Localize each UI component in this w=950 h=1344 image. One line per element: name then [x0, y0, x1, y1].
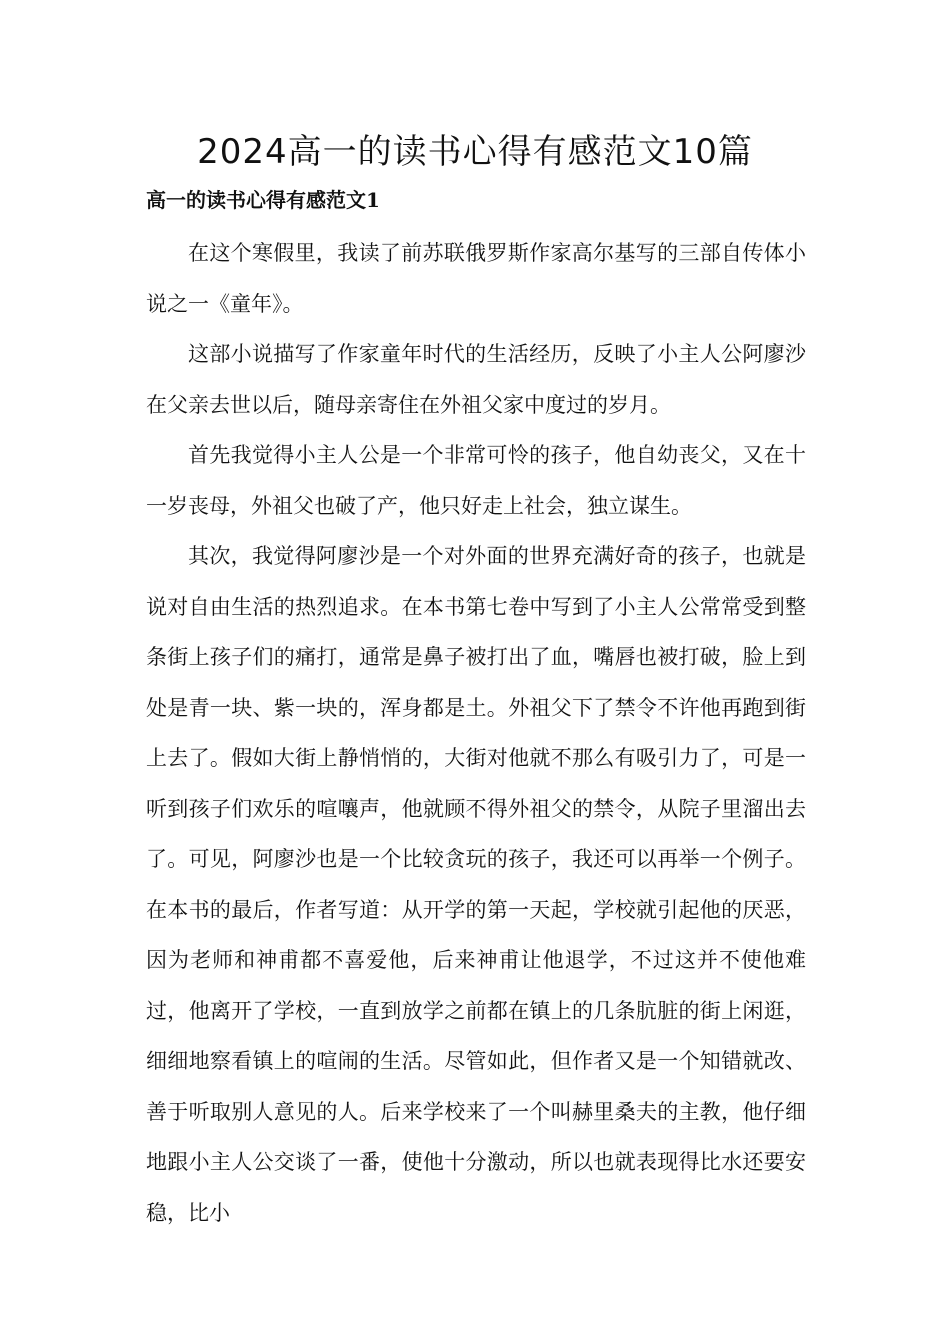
paragraph-2: 这部小说描写了作家童年时代的生活经历，反映了小主人公阿廖沙在父亲去世以后，随母亲寄住在外祖父家中度过的岁月。 — [146, 342, 806, 417]
paragraph-3: 首先我觉得小主人公是一个非常可怜的孩子，他自幼丧父，又在十一岁丧母，外祖父也破了产，他只好走上社会，独立谋生。 — [146, 443, 806, 518]
paragraph-1: 在这个寒假里，我读了前苏联俄罗斯作家高尔基写的三部自传体小说之一《童年》。 — [146, 241, 806, 316]
body-text — [146, 228, 806, 1238]
document-title: 2024高一的读书心得有感范文10篇 — [197, 132, 753, 172]
paragraph-4: 其次，我觉得阿廖沙是一个对外面的世界充满好奇的孩子，也就是说对自由生活的热烈追求。在本书第七卷中写到了小主人公常常受到整条街上孩子们的痛打，通常是鼻子被打出了血，嘴唇也被打破，脸上到处是青一块、紫一块的，浑身都是土。外祖父下了禁令不许他再跑到街上去了。假如大街上静悄悄的，大街对他就不那么有吸引力了，可是一听到孩子们欢乐的喧嚷声，他就顾不得外祖父的禁令，从院子里溜出去了。可见，阿廖沙也是一个比较贪玩的孩子，我还可以再举一个例子。在本书的最后，作者写道：从开学的第一天起，学校就引起他的厌恶，因为老师和神甫都不喜爱他，后来神甫让他退学，不过这并不使他难过，他离开了学校，一直到放学之前都在镇上的几条肮脏的街上闲逛，细细地察看镇上的喧闹的生活。尽管如此，但作者又是一个知错就改、善于听取别人意见的人。后来学校来了一个叫赫里桑夫的主教，他仔细地跟小主人公交谈了一番，使他十分激动，所以也就表现得比水还要安稳，比小 — [146, 544, 806, 1225]
section-heading: 高一的读书心得有感范文1 — [146, 188, 380, 212]
